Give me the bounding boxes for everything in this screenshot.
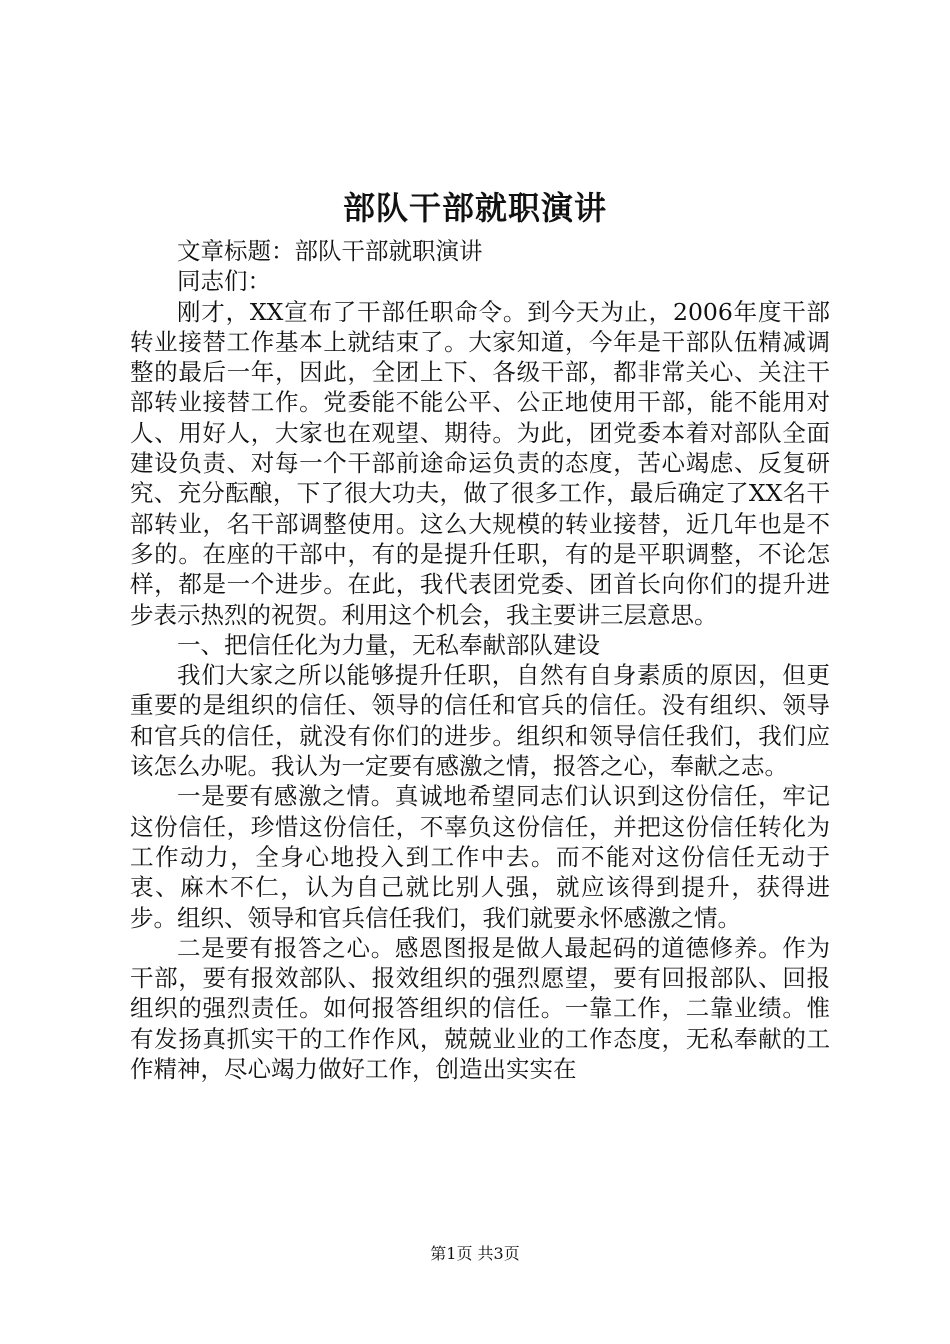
body-paragraph: 我们大家之所以能够提升任职，自然有自身素质的原因，但更重要的是组织的信任、领导的信任和官兵的信任。没有组织、领导和官兵的信任，就没有你们的进步。组织和领导信任我们，我们应该怎么办呢。我认为一定要有感激之情，报答之心，奉献之志。 [130,661,830,781]
page-number-footer: 第1页 共3页 [430,1244,520,1263]
body-paragraph: 二是要有报答之心。感恩图报是做人最起码的道德修养。作为干部，要有报效部队、报效组织的强烈愿望，要有回报部队、回报组织的强烈责任。如何报答组织的信任。一靠工作，二靠业绩。惟有发扬真抓实干的工作作风，兢兢业业的工作态度，无私奉献的工作精神，尽心竭力做好工作，创造出实实在 [130,933,830,1084]
document-title: 部队干部就职演讲 [342,189,607,227]
document-body [130,236,830,1084]
body-paragraph: 一是要有感激之情。真诚地希望同志们认识到这份信任，牢记这份信任，珍惜这份信任，不辜负这份信任，并把这份信任转化为工作动力，全身心地投入到工作中去。而不能对这份信任无动于衷、麻木不仁，认为自己就比别人强，就应该得到提升，获得进步。组织、领导和官兵信任我们，我们就要永怀感激之情。 [130,782,830,932]
salutation: 同志们： [177,267,271,296]
section-heading: 一、把信任化为力量，无私奉献部队建设 [177,630,600,659]
body-paragraph: 刚才，XX宣布了干部任职命令。到今天为止，2006年度干部转业接替工作基本上就结束了。大家知道，今年是干部队伍精减调整的最后一年，因此，全团上下、各级干部，都非常关心、关注干部转业接替工作。党委能不能公平、公正地使用干部，能不能用对人、用好人，大家也在观望、期待。为此，团党委本着对部队全面建设负责、对每一个干部前途命运负责的态度，苦心竭虑、反复研究、充分酝酿，下了很大功夫，做了很多工作，最后确定了XX名干部转业，名干部调整使用。这么大规模的转业接替，近几年也是不多的。在座的干部中，有的是提升任职，有的是平职调整，不论怎样，都是一个进步。在此，我代表团党委、团首长向你们的提升进步表示热烈的祝贺。利用这个机会，我主要讲三层意思。 [130,297,830,629]
article-title-line: 文章标题：部队干部就职演讲 [177,237,483,265]
